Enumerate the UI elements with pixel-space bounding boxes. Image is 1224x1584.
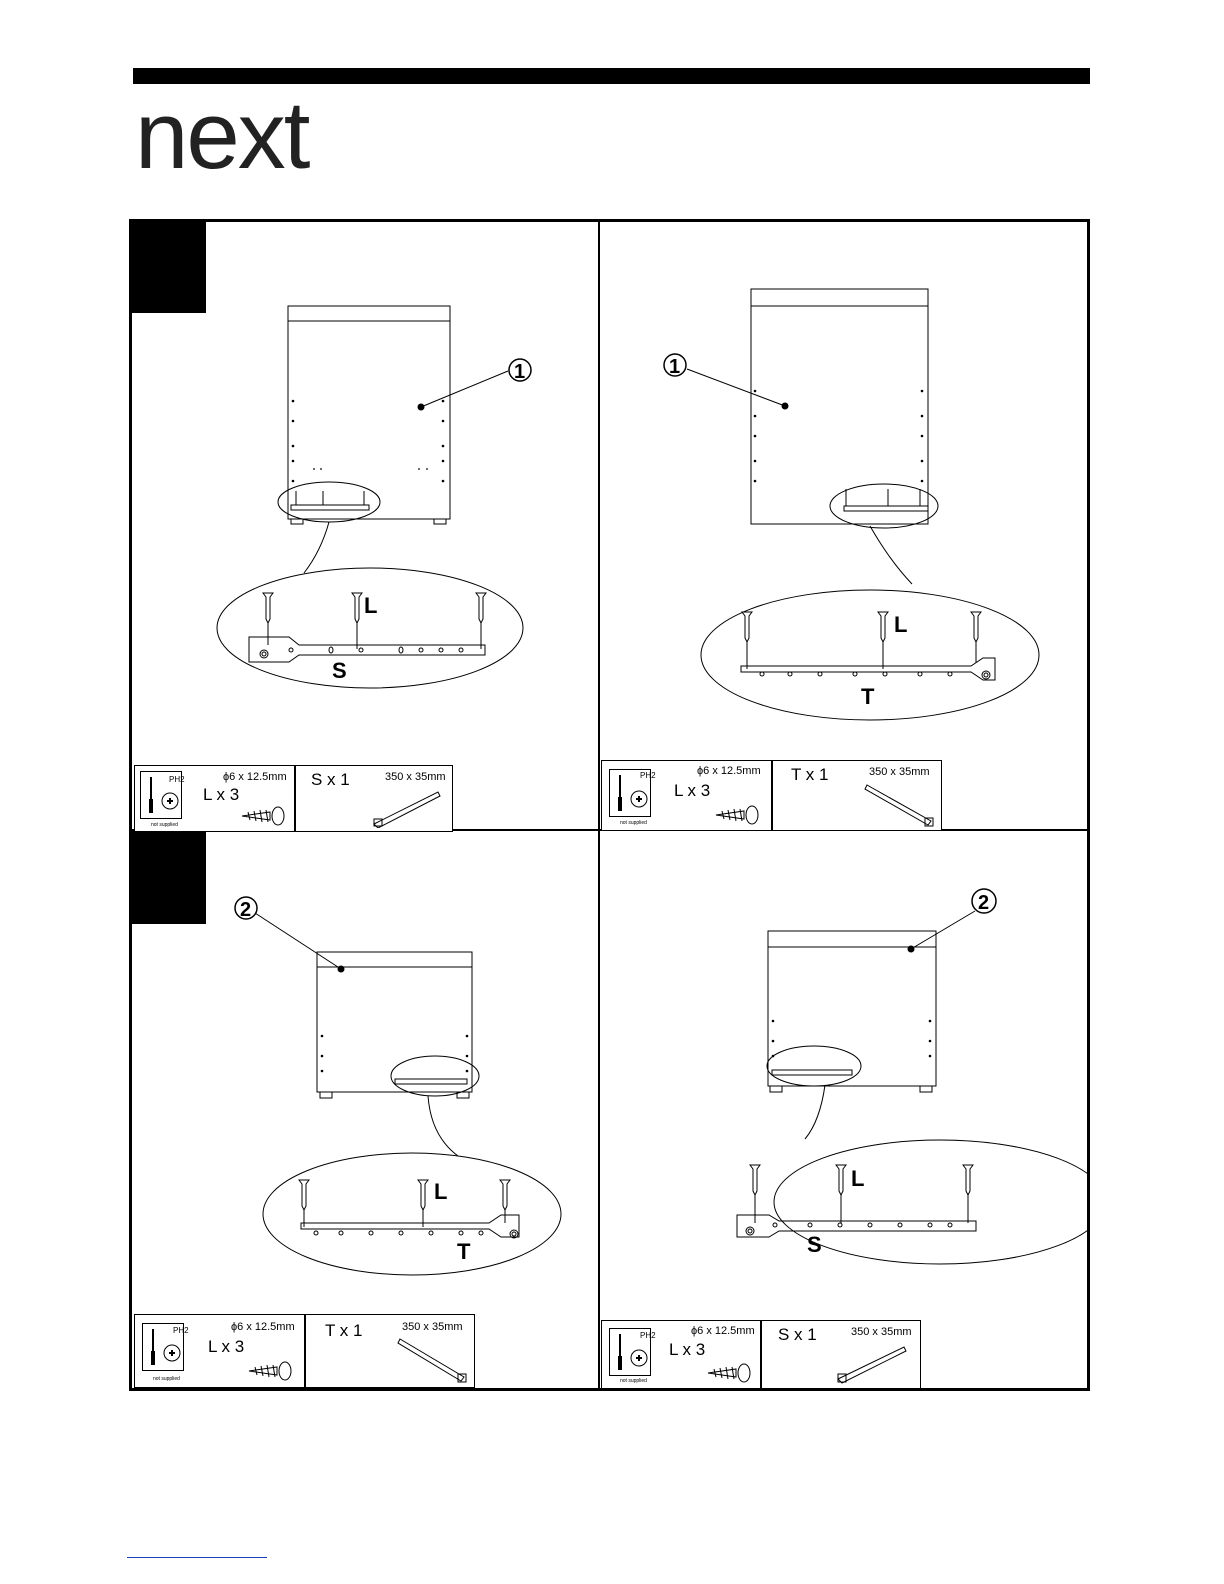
tool-note: not supplied — [620, 1378, 647, 1384]
runner-icon — [834, 1341, 910, 1385]
part-number: 2 — [978, 892, 990, 914]
tool-label: PH2 — [640, 1331, 656, 1340]
runner-label: T — [457, 1239, 471, 1264]
runner-spec: 350 x 35mm — [385, 771, 446, 783]
svg-text:next: next — [135, 96, 309, 178]
screw-label: L — [364, 593, 378, 618]
screw-icon — [706, 1363, 758, 1383]
brand-logo — [133, 96, 383, 178]
screw-spec: ϕ6 x 12.5mm — [691, 1325, 755, 1337]
runner-icon — [396, 1335, 472, 1385]
runner-qty: T x 1 — [791, 765, 829, 784]
side-panel — [288, 306, 450, 519]
side-panel — [317, 952, 472, 1092]
screw — [500, 1180, 510, 1223]
screw-qty: L x 3 — [208, 1337, 245, 1356]
screw — [971, 612, 981, 663]
runner-qty: S x 1 — [778, 1325, 817, 1344]
runner-label: T — [861, 684, 875, 709]
screw — [352, 593, 362, 649]
drawer-runner — [741, 658, 995, 680]
screw-qty: L x 3 — [203, 785, 240, 804]
runner-label: S — [332, 658, 347, 683]
part-number: 1 — [669, 356, 681, 378]
screw — [742, 612, 752, 669]
screw-icon — [247, 1361, 299, 1381]
screw — [878, 612, 888, 669]
runner-spec: 350 x 35mm — [869, 766, 930, 778]
part-number: 2 — [240, 899, 252, 921]
screw-label: L — [434, 1179, 448, 1204]
runner-label: S — [807, 1232, 822, 1257]
parts-list — [134, 765, 453, 832]
part-number: 1 — [514, 361, 526, 383]
runner-spec: 350 x 35mm — [402, 1321, 463, 1333]
side-panel — [751, 289, 928, 524]
panel-bottom-right-illustration — [600, 831, 1088, 1389]
detail-ellipse — [263, 1153, 561, 1275]
screw — [299, 1180, 309, 1227]
detail-ellipse — [217, 568, 523, 688]
screw — [750, 1165, 760, 1223]
parts-list — [601, 1320, 921, 1389]
tool-label: PH2 — [640, 771, 656, 780]
tool-note: not supplied — [620, 820, 647, 826]
runner-spec: 350 x 35mm — [851, 1326, 912, 1338]
screw-qty: L x 3 — [674, 781, 711, 800]
screw — [963, 1165, 973, 1223]
screw-spec: ϕ6 x 12.5mm — [231, 1321, 295, 1333]
screw-label: L — [851, 1166, 865, 1191]
drawer-runner — [301, 1215, 519, 1237]
tool-label: PH2 — [169, 775, 185, 784]
parts-list — [134, 1314, 475, 1388]
screw-spec: ϕ6 x 12.5mm — [223, 771, 287, 783]
runner-qty: S x 1 — [311, 770, 350, 789]
panel-top-right-illustration — [600, 221, 1088, 829]
screw — [418, 1180, 428, 1227]
screw-label: L — [894, 612, 908, 637]
drawer-runner — [249, 637, 485, 662]
header-rule — [133, 68, 1090, 84]
side-panel — [768, 931, 936, 1086]
runner-qty: T x 1 — [325, 1321, 363, 1340]
runner-icon — [370, 786, 444, 828]
tool-label: PH2 — [173, 1326, 189, 1335]
screw-qty: L x 3 — [669, 1340, 706, 1359]
panel-bottom-left-illustration — [131, 831, 598, 1389]
tool-note: not supplied — [151, 822, 178, 828]
footer-rule — [127, 1557, 267, 1558]
panel-top-left-illustration — [131, 221, 598, 829]
runner-icon — [863, 781, 939, 829]
screw-icon — [240, 806, 292, 826]
parts-list — [601, 760, 942, 831]
screw — [836, 1165, 846, 1223]
tool-note: not supplied — [153, 1376, 180, 1382]
screw-spec: ϕ6 x 12.5mm — [697, 765, 761, 777]
screw-icon — [714, 805, 766, 825]
screw — [476, 593, 486, 649]
